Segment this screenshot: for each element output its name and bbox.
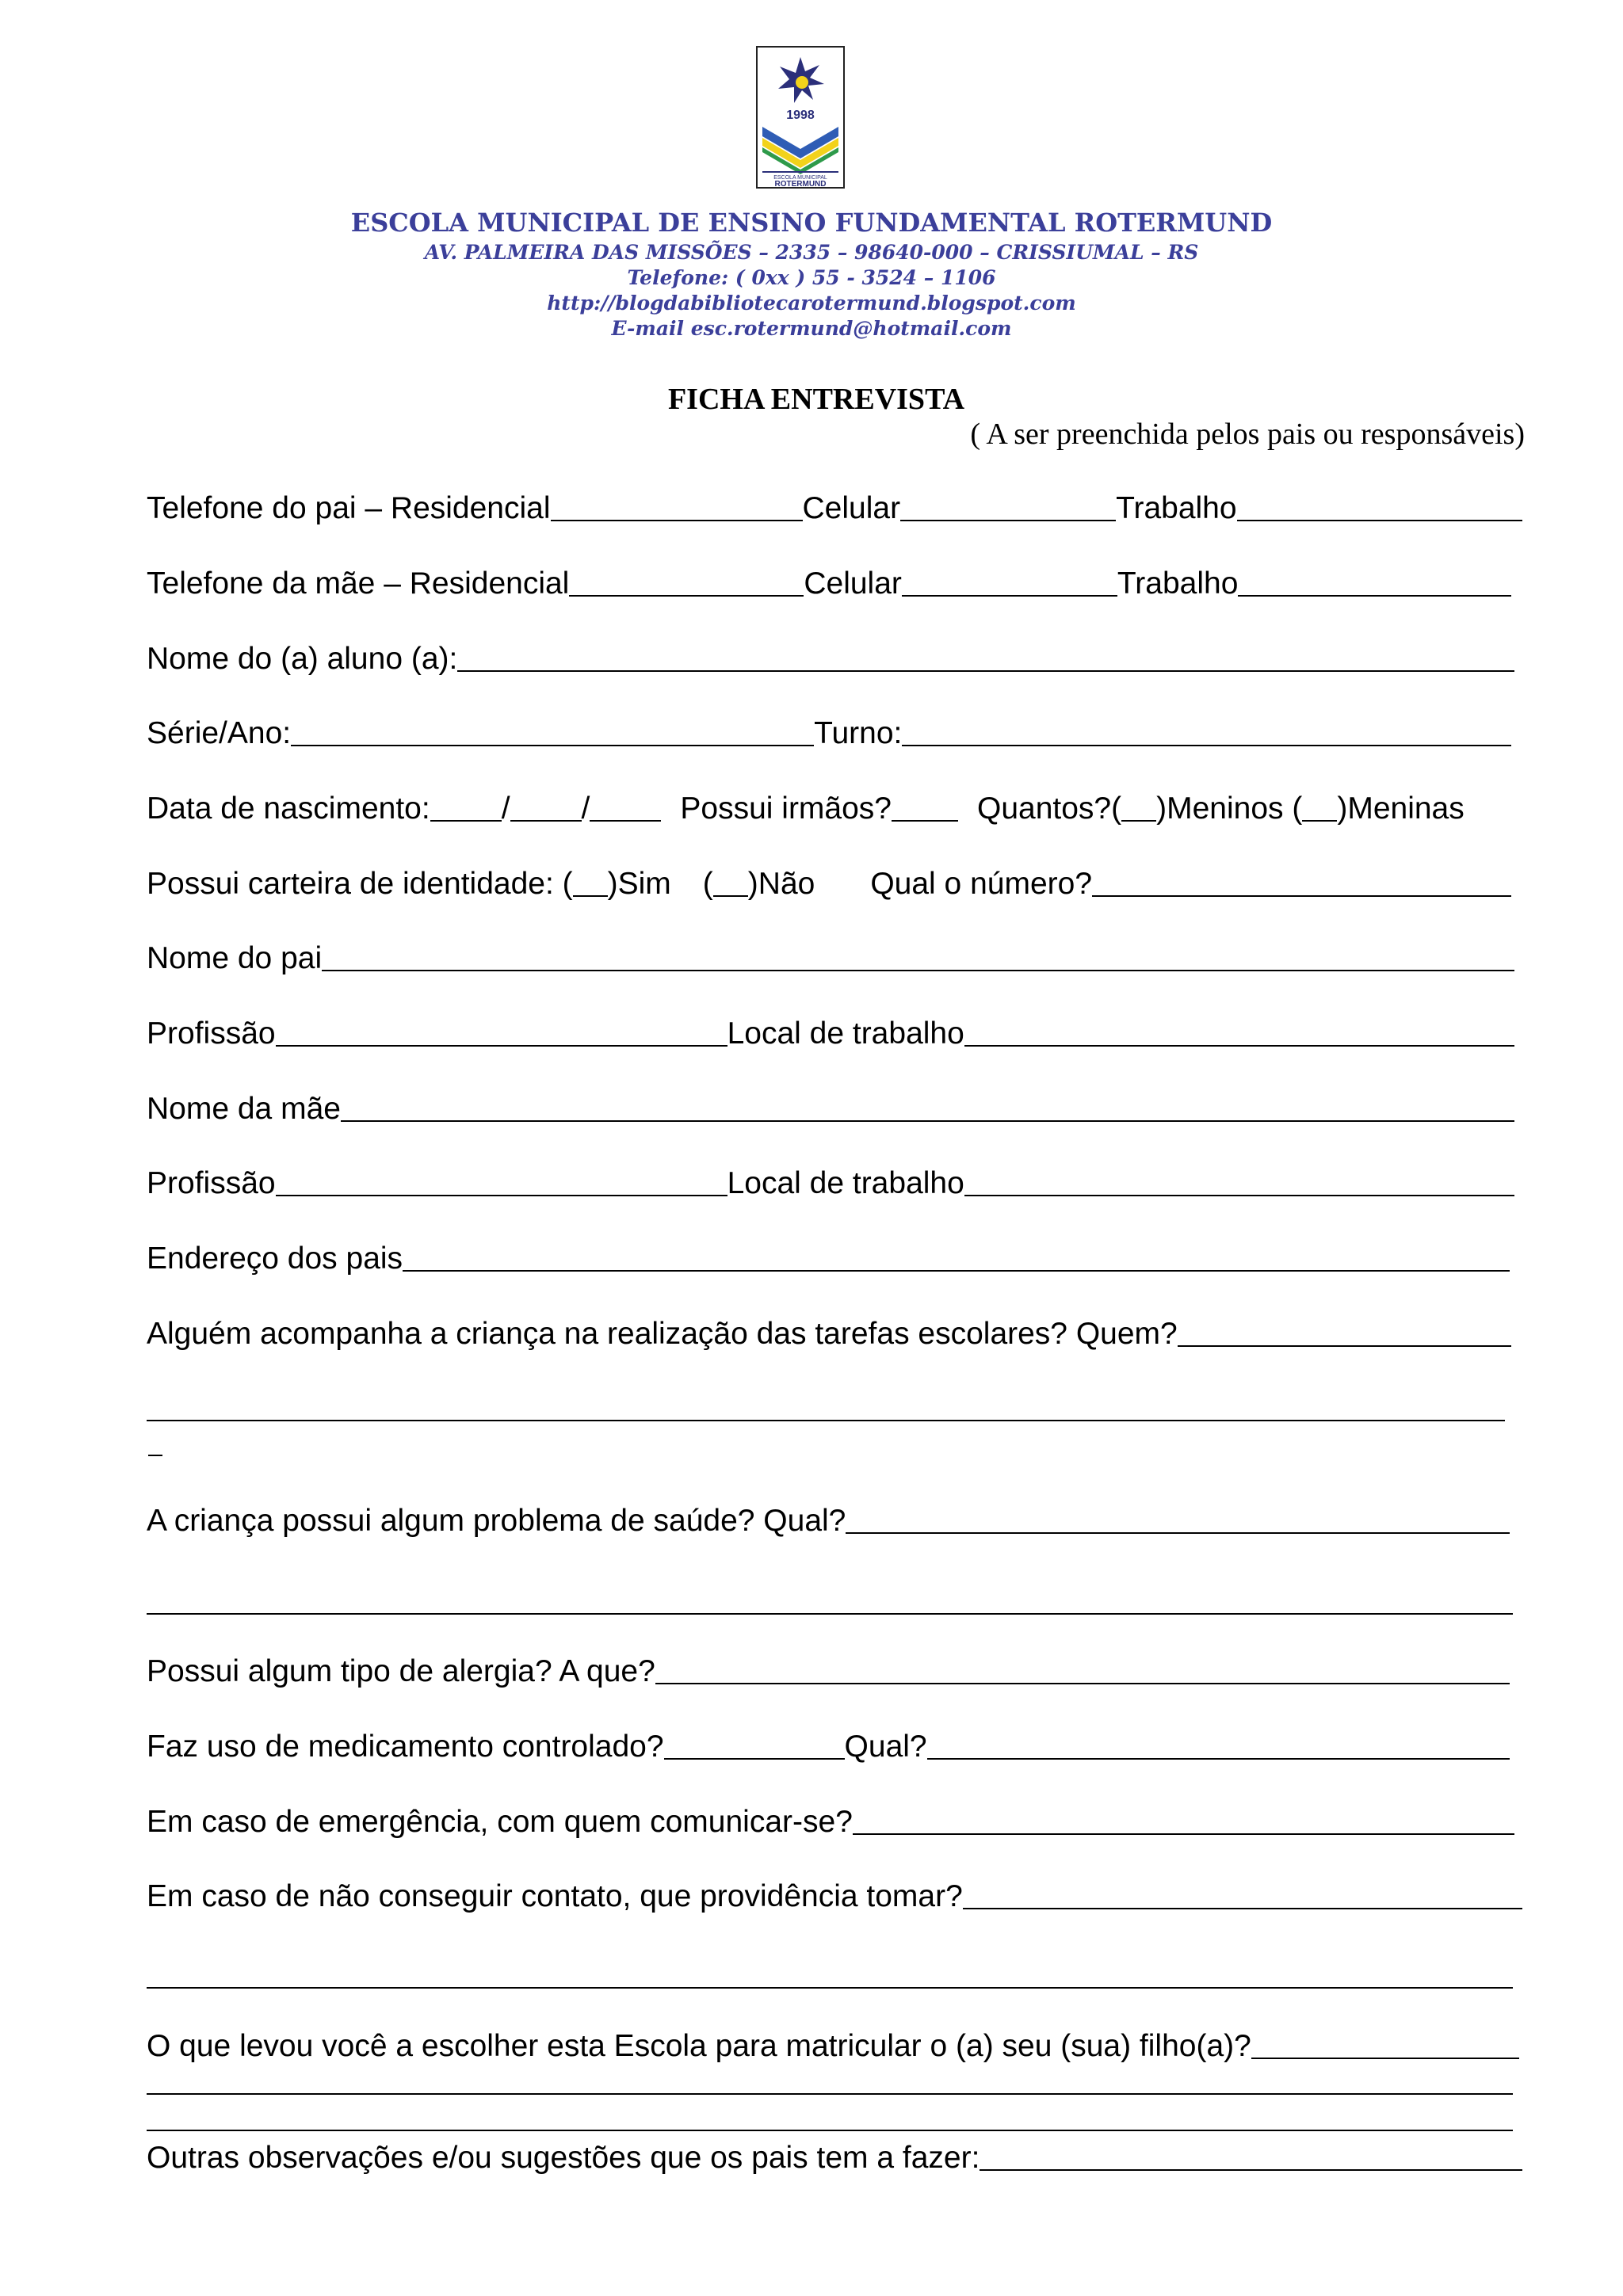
- identity-number-field[interactable]: [1092, 895, 1511, 897]
- identity-yes-field[interactable]: [573, 895, 608, 897]
- medication-label: Faz uso de medicamento controlado?: [147, 1730, 664, 1764]
- stray-mark: [148, 1455, 162, 1456]
- no-contact-label: Em caso de não conseguir contato, que providência tomar?: [147, 1879, 963, 1913]
- father-cell-label: Celular: [802, 491, 901, 525]
- school-logo: [756, 46, 845, 189]
- row-health: [147, 1497, 1522, 1542]
- school-address: AV. PALMEIRA DAS MISSÕES – 2335 – 98640-000 – CRISSIUMAL – RS: [424, 241, 1199, 264]
- boys-count-field[interactable]: [1121, 820, 1156, 822]
- medication-which-field[interactable]: [927, 1758, 1510, 1760]
- homework-field[interactable]: [1178, 1345, 1511, 1347]
- father-workplace-field[interactable]: [964, 1045, 1514, 1047]
- emergency-label: Em caso de emergência, com quem comunicar-se?: [147, 1805, 853, 1839]
- school-choice-field[interactable]: [1251, 2058, 1519, 2059]
- birth-day-field[interactable]: [430, 820, 502, 822]
- row-observations: [147, 2134, 1522, 2179]
- row-medication: [147, 1723, 1522, 1768]
- mother-cell-field[interactable]: [902, 595, 1117, 597]
- father-name-field[interactable]: [322, 970, 1514, 971]
- father-phone-label: Telefone do pai – Residencial: [147, 491, 551, 525]
- no-contact-field[interactable]: [963, 1908, 1522, 1909]
- father-workplace-label: Local de trabalho: [727, 1016, 964, 1051]
- row-student-name: [147, 635, 1522, 680]
- identity-no-field[interactable]: [713, 895, 748, 897]
- school-name: ESCOLA MUNICIPAL DE ENSINO FUNDAMENTAL ROTERMUND: [350, 208, 1273, 238]
- row-school-choice: [147, 2023, 1522, 2067]
- father-profession-field[interactable]: [276, 1045, 727, 1047]
- grade-label: Série/Ano:: [147, 716, 292, 750]
- girls-label: )Meninas: [1337, 791, 1465, 826]
- father-work-field[interactable]: [1237, 520, 1522, 521]
- boys-label: )Meninos (: [1156, 791, 1303, 826]
- row-homework: [147, 1310, 1522, 1355]
- address-field[interactable]: [403, 1270, 1510, 1272]
- identity-label: Possui carteira de identidade: (: [147, 867, 573, 901]
- row-parents-address: [147, 1235, 1522, 1280]
- logo-text-small: ESCOLA MUNICIPAL: [773, 175, 827, 181]
- medication-field[interactable]: [664, 1758, 845, 1760]
- mother-name-field[interactable]: [341, 1120, 1514, 1122]
- father-name-label: Nome do pai: [147, 941, 323, 975]
- date-separator: /: [501, 791, 510, 826]
- shift-label: Turno:: [814, 716, 903, 750]
- star-icon: [778, 57, 824, 103]
- father-profession-label: Profissão: [147, 1016, 276, 1051]
- mother-workplace-field[interactable]: [964, 1195, 1514, 1196]
- siblings-field[interactable]: [892, 820, 958, 822]
- shift-field[interactable]: [902, 745, 1511, 746]
- student-name-label: Nome do (a) aluno (a):: [147, 642, 458, 676]
- row-allergy: [147, 1648, 1522, 1692]
- birth-date-label: Data de nascimento:: [147, 791, 430, 826]
- row-mother-profession: [147, 1160, 1522, 1204]
- birth-month-field[interactable]: [510, 820, 582, 822]
- logo-text-name: ROTERMUND: [774, 180, 827, 187]
- row-father-name: [147, 935, 1522, 979]
- row-father-profession: [147, 1010, 1522, 1055]
- medication-which-label: Qual?: [844, 1730, 927, 1764]
- health-extra-line[interactable]: [147, 1613, 1513, 1615]
- school-choice-extra-line-2[interactable]: [147, 2130, 1513, 2131]
- school-phone: Telefone: ( 0xx ) 55 - 3524 – 1106: [627, 266, 996, 289]
- identity-number-label: Qual o número?: [870, 867, 1093, 901]
- identity-no-label: )Não: [747, 867, 815, 901]
- school-choice-label: O que levou você a escolher esta Escola para matricular o (a) seu (sua) filho(a)?: [147, 2029, 1251, 2063]
- identity-yes-label: )Sim: [607, 867, 671, 901]
- allergy-label: Possui algum tipo de alergia? A que?: [147, 1654, 655, 1688]
- mother-workplace-label: Local de trabalho: [727, 1166, 964, 1200]
- address-label: Endereço dos pais: [147, 1241, 403, 1276]
- girls-count-field[interactable]: [1302, 820, 1337, 822]
- mother-profession-field[interactable]: [276, 1195, 727, 1196]
- school-choice-extra-line-1[interactable]: [147, 2093, 1513, 2095]
- row-mother-phones: [147, 560, 1522, 605]
- row-grade-shift: [147, 710, 1522, 754]
- row-mother-name: [147, 1085, 1522, 1130]
- mother-work-label: Trabalho: [1117, 566, 1239, 601]
- siblings-label: Possui irmãos?: [680, 791, 892, 826]
- mother-phone-label: Telefone da mãe – Residencial: [147, 566, 570, 601]
- school-email: E-mail esc.rotermund@hotmail.com: [611, 317, 1012, 340]
- observations-field[interactable]: [980, 2169, 1522, 2171]
- father-work-label: Trabalho: [1116, 491, 1237, 525]
- health-field[interactable]: [846, 1532, 1510, 1534]
- row-emergency: [147, 1798, 1522, 1843]
- school-url: http://blogdabibliotecarotermund.blogspot.com: [547, 292, 1076, 315]
- row-birth-siblings: [147, 785, 1522, 830]
- how-many-label: Quantos?(: [977, 791, 1122, 826]
- birth-year-field[interactable]: [590, 820, 661, 822]
- observations-label: Outras observações e/ou sugestões que os pais tem a fazer:: [147, 2141, 980, 2175]
- identity-no-open: (: [702, 867, 713, 901]
- row-no-contact: [147, 1873, 1522, 1917]
- mother-cell-label: Celular: [804, 566, 902, 601]
- father-home-phone-field[interactable]: [551, 520, 803, 521]
- health-label: A criança possui algum problema de saúde? Qual?: [147, 1504, 846, 1538]
- homework-label: Alguém acompanha a criança na realização das tarefas escolares? Quem?: [147, 1317, 1178, 1351]
- row-identity-card: [147, 860, 1522, 905]
- father-cell-field[interactable]: [900, 520, 1116, 521]
- student-name-field[interactable]: [457, 670, 1514, 672]
- mother-profession-label: Profissão: [147, 1166, 276, 1200]
- emergency-field[interactable]: [853, 1833, 1514, 1835]
- mother-work-field[interactable]: [1238, 595, 1511, 597]
- mother-name-label: Nome da mãe: [147, 1092, 341, 1126]
- form-title: FICHA ENTREVISTA: [667, 383, 965, 416]
- allergy-field[interactable]: [655, 1683, 1510, 1684]
- row-father-phones: [147, 485, 1522, 529]
- homework-extra-line[interactable]: [147, 1420, 1505, 1421]
- form-subtitle: ( A ser preenchida pelos pais ou responsáveis): [970, 418, 1525, 451]
- mother-home-phone-field[interactable]: [569, 595, 804, 597]
- date-separator: /: [581, 791, 590, 826]
- grade-field[interactable]: [291, 745, 814, 746]
- no-contact-extra-line[interactable]: [147, 1987, 1513, 1989]
- logo-year: 1998: [786, 109, 815, 122]
